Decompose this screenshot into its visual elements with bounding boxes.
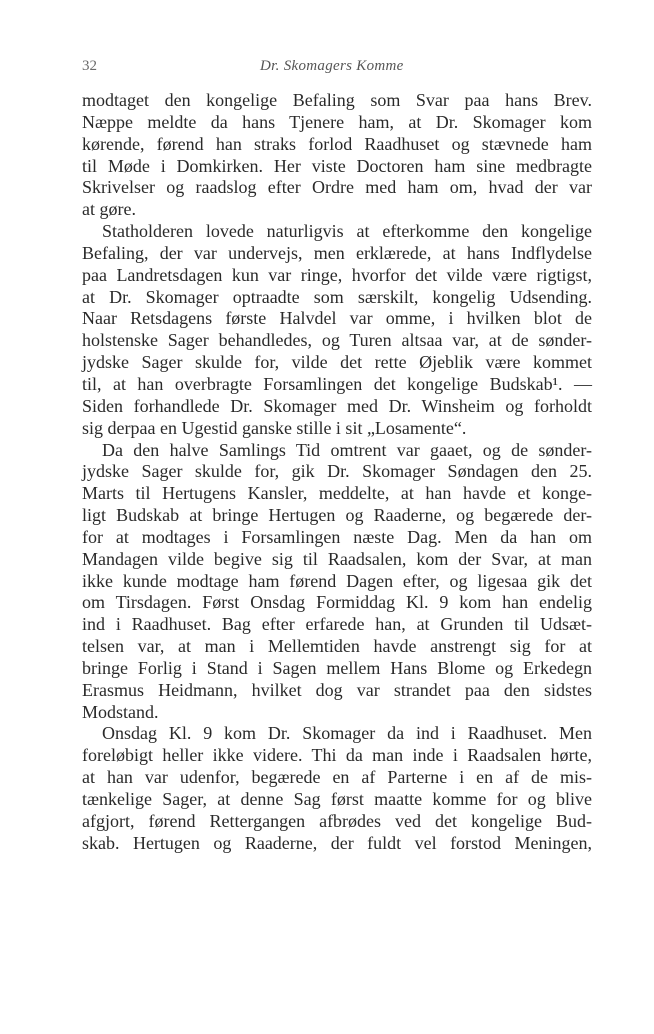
text-line: jydske Sager skulde for, vilde det rette Øjeblik være kommet — [82, 352, 592, 373]
text-line: sig derpaa en Ugestid ganske stille i sit „Losamente“. — [82, 417, 467, 438]
text-line: ind i Raadhuset. Bag efter erfarede han, at Grunden til Udsæt- — [82, 614, 592, 635]
text-line: ligt Budskab at bringe Hertugen og Raaderne, og begærede der- — [82, 505, 592, 526]
text-line: afgjort, førend Rettergangen afbrødes ved det kongelige Bud- — [82, 810, 592, 831]
text-line: at gøre. — [82, 199, 136, 220]
text-line: til Møde i Domkirken. Her viste Doctoren ham sine medbragte — [82, 155, 592, 176]
text-line: holstenske Sager behandledes, og Turen altsaa var, at de sønder- — [82, 330, 592, 351]
text-line: at Dr. Skomager optraadte som særskilt, kongelig Udsending. — [82, 286, 592, 307]
text-line: Modstand. — [82, 701, 159, 722]
text-line: kørende, førend han straks forlod Raadhuset og stævnede ham — [82, 133, 592, 154]
text-line: Befaling, der var undervejs, men erklærede, at hans Indflydelse — [82, 242, 592, 263]
text-line: foreløbigt heller ikke videre. Thi da man inde i Raadsalen hørte, — [82, 745, 592, 766]
text-line: Onsdag Kl. 9 kom Dr. Skomager da ind i Raadhuset. Men — [102, 723, 592, 744]
text-line: at han var udenfor, begærede en af Parterne i en af de mis- — [82, 767, 592, 788]
text-line: paa Landretsdagen kun var ringe, hvorfor det vilde være rigtigst, — [82, 264, 592, 285]
text-line: jydske Sager skulde for, gik Dr. Skomager Søndagen den 25. — [82, 461, 592, 482]
text-line: Mandagen vilde begive sig til Raadsalen, kom der Svar, at man — [82, 548, 592, 569]
text-line: Statholderen lovede naturligvis at efterkomme den kongelige — [102, 221, 592, 242]
text-line: Da den halve Samlings Tid omtrent var gaaet, og de sønder- — [102, 439, 592, 460]
text-line: modtaget den kongelige Befaling som Svar paa hans Brev. — [82, 90, 592, 110]
text-line: Skrivelser og raadslog efter Ordre med ham om, hvad der var — [82, 177, 592, 198]
page-number: 32 — [82, 58, 97, 74]
text-line: ikke kunde modtage ham førend Dagen efter, og ligesaa gik det — [82, 570, 592, 591]
text-line: tænkelige Sager, at denne Sag først maatte komme for og blive — [82, 789, 592, 809]
text-line: bringe Forlig i Stand i Sagen mellem Hans Blome og Erkedegn — [82, 657, 592, 678]
text-line: Næppe meldte da hans Tjenere ham, at Dr. Skomager kom — [82, 111, 592, 132]
text-line: Siden forhandlede Dr. Skomager med Dr. Winsheim og forholdt — [82, 395, 592, 416]
body-text — [82, 90, 592, 855]
text-line: skab. Hertugen og Raaderne, der fuldt vel forstod Meningen, — [82, 832, 592, 853]
text-line: Marts til Hertugens Kansler, meddelte, at han havde et konge- — [82, 483, 592, 504]
text-line: om Tirsdagen. Først Onsdag Formiddag Kl. 9 kom han endelig — [82, 592, 592, 613]
text-line: Naar Retsdagens første Halvdel var omme, i hvilken blot de — [82, 308, 592, 329]
text-line: for at modtages i Forsamlingen næste Dag. Men da han om — [82, 526, 592, 547]
running-title: Dr. Skomagers Komme — [260, 58, 404, 74]
text-line: Erasmus Heidmann, hvilket dog var strandet paa den sidstes — [82, 679, 592, 700]
page-header — [82, 58, 602, 82]
text-line: til, at han overbragte Forsamlingen det kongelige Budskab¹. — — [82, 373, 592, 394]
text-line: telsen var, at man i Mellemtiden havde anstrengt sig for at — [82, 636, 592, 657]
